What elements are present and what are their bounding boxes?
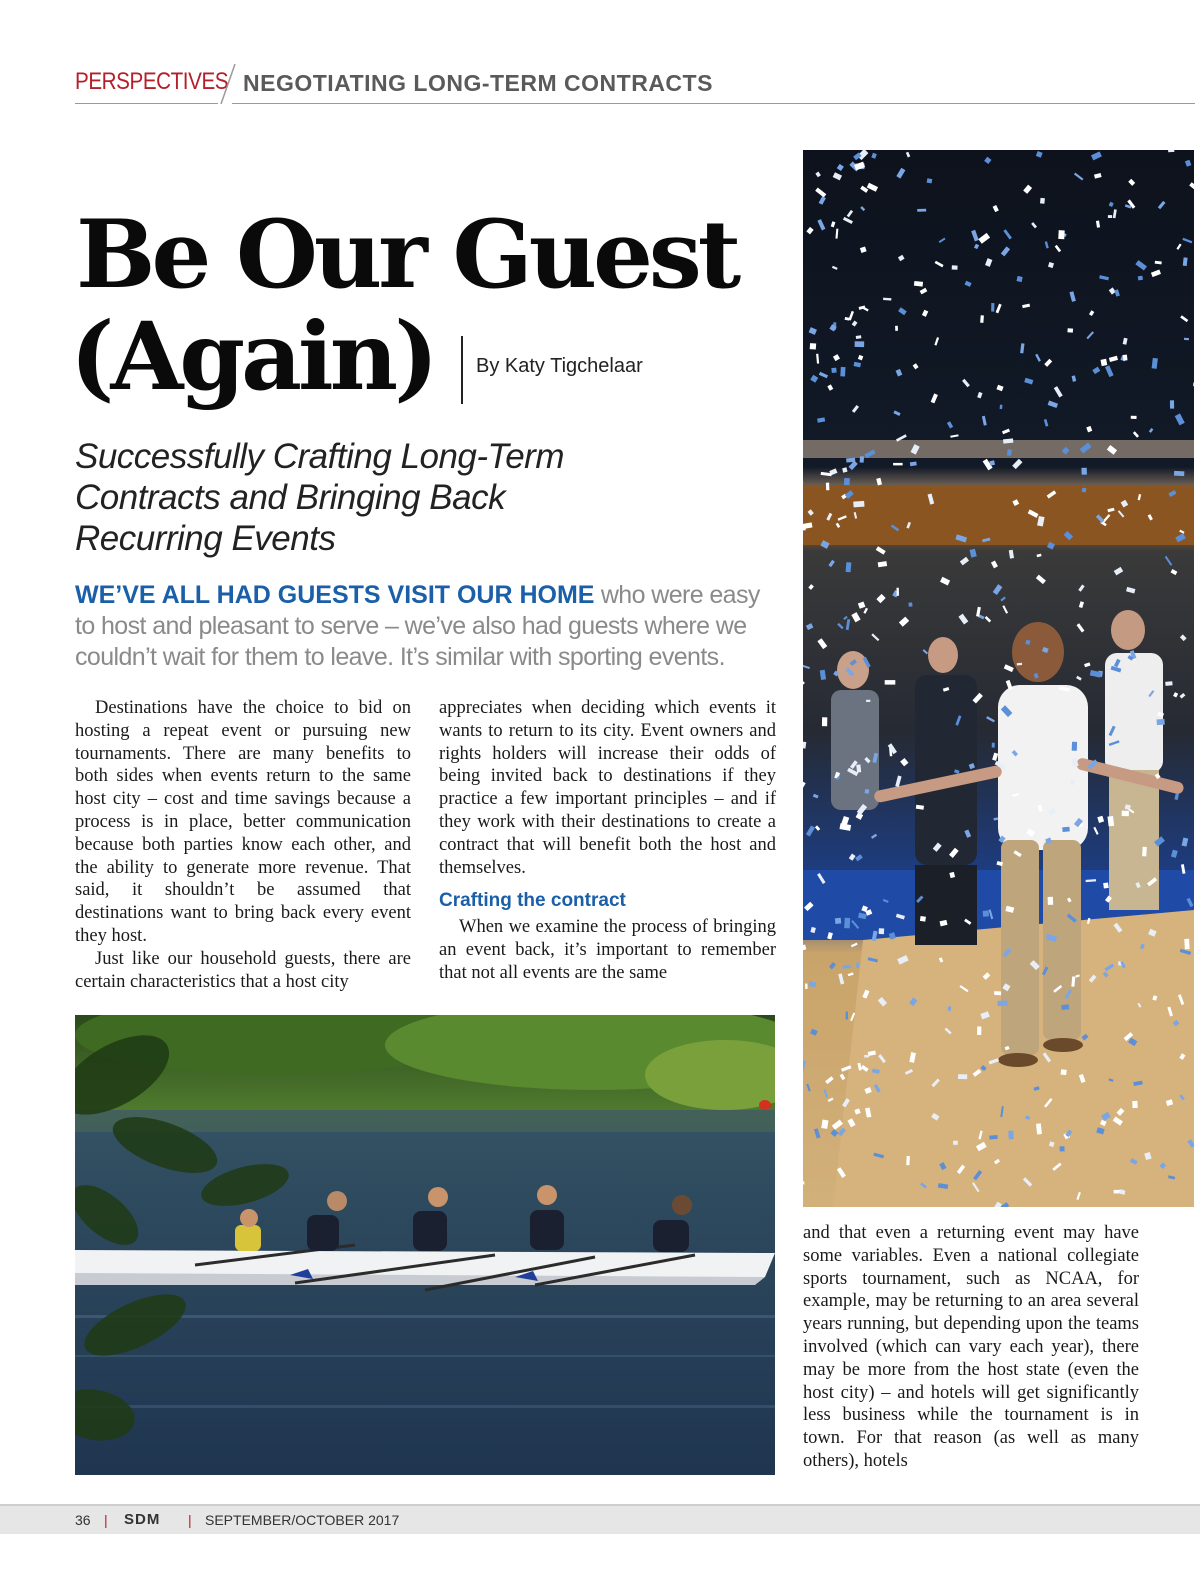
byline-divider xyxy=(461,336,463,404)
header-slash xyxy=(218,62,238,106)
issue-date: SEPTEMBER/OCTOBER 2017 xyxy=(205,1512,400,1528)
subheadline: Successfully Crafting Long-Term Contracts and Bringing Back Recurring Events xyxy=(75,437,564,558)
body-paragraph: Destinations have the choice to bid on hosting a repeat event or pursuing new tournaments. There are many benefits to both sides when events return to the same host city – cost and time savings because a process is in place, better communication because both parties know each other, and the ability to generate more revenue. That said, it shouldn’t be assumed that destinations want to bring back every event they host. xyxy=(75,698,411,946)
footer-separator: | xyxy=(104,1512,108,1528)
footer-separator: | xyxy=(188,1512,192,1528)
body-paragraph: and that even a returning event may have some variables. Even a national collegiate sports tournament, such as NCAA, for example, may be returning to an area several years running, but depending upon the teams involved (which can vary each year), there may be more from the host state (even the host city) – and hotels will get significantly less business while the tournament is in town. For that reason (as well as many others), hotels xyxy=(803,1223,1139,1471)
header-rule xyxy=(75,103,218,104)
body-column-3 xyxy=(803,1222,1139,1473)
footer-bar xyxy=(0,1506,1200,1534)
lead-text: who were easy to host and pleasant to serve – we’ve also had guests where we couldn’t wait for them to leave. It’s similar with sporting events. xyxy=(75,581,760,671)
headline-line-1: Be Our Guest xyxy=(76,200,738,310)
lead-caps: WE’VE ALL HAD GUESTS VISIT OUR HOME xyxy=(75,581,595,609)
lead-paragraph xyxy=(75,580,780,673)
page-number: 36 xyxy=(75,1512,91,1528)
magazine-brand: SDM xyxy=(124,1511,161,1528)
body-column-2 xyxy=(439,697,776,985)
byline: By Katy Tigchelaar xyxy=(476,355,643,377)
header-rule xyxy=(232,103,1195,104)
body-paragraph: When we examine the process of bringing an event back, it’s important to remember that not all events are the same xyxy=(439,917,776,983)
rowing-crew-photo xyxy=(75,1015,775,1475)
body-column-1 xyxy=(75,697,411,993)
headline-line-2: (Again) xyxy=(70,302,435,412)
body-paragraph: Just like our household guests, there are certain characteristics that a host city xyxy=(75,948,411,992)
header-title: NEGOTIATING LONG-TERM CONTRACTS xyxy=(243,70,713,96)
confetti-celebration-photo xyxy=(803,150,1194,1207)
section-subhead: Crafting the contract xyxy=(439,890,626,912)
body-paragraph: appreciates when deciding which events it wants to return to its city. Event owners and rights holders will increase their odds of being invited back to destinations if they practice a few important principles – and if they work with their destinations to create a contract that will benefit both the host and themselves. xyxy=(439,698,776,878)
section-label: PERSPECTIVES xyxy=(75,68,229,95)
